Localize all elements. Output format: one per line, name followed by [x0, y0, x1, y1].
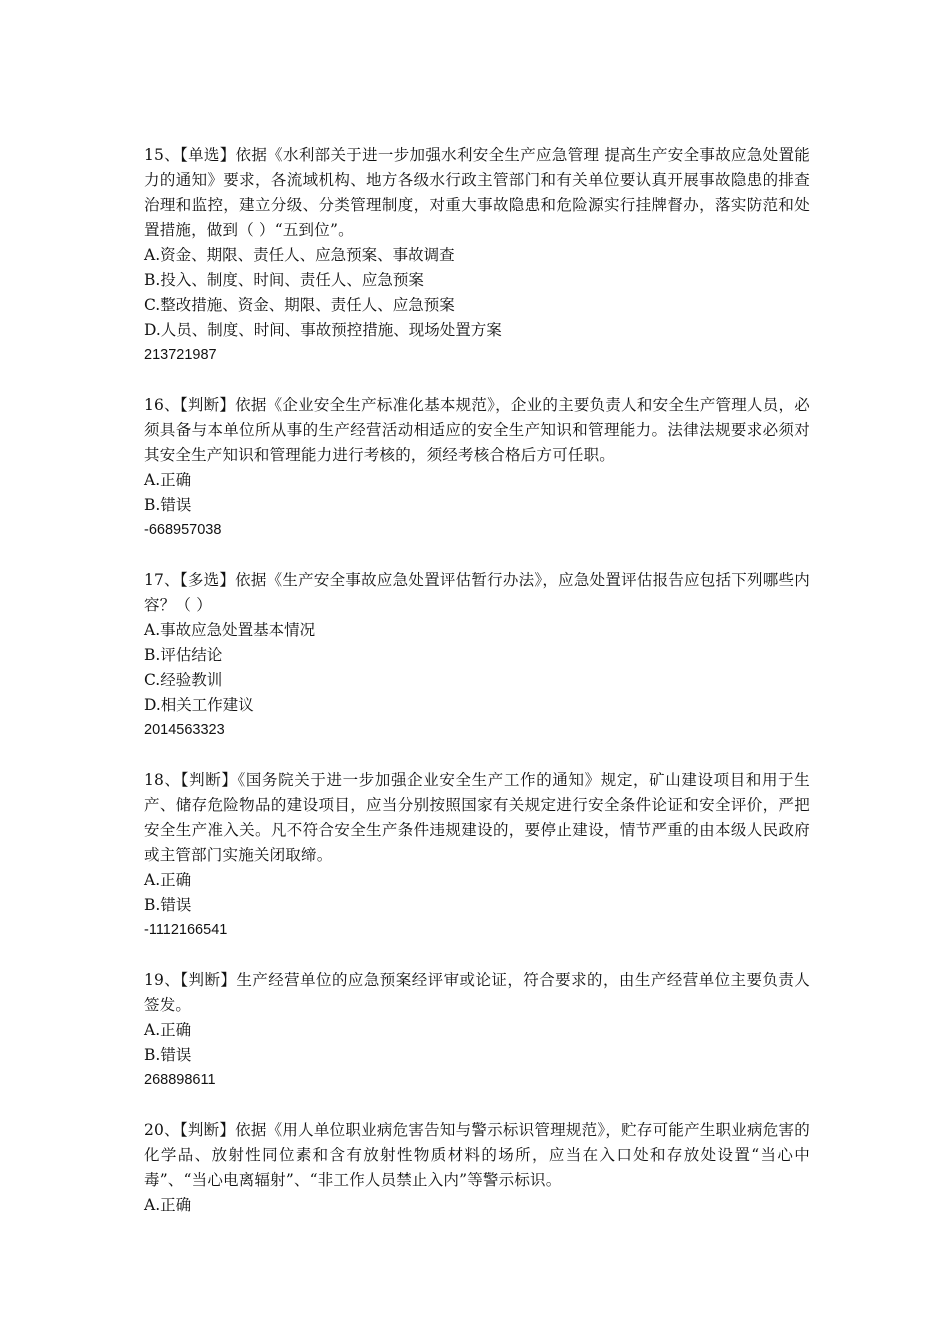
question-stem: 18、【判断】《国务院关于进一步加强企业安全生产工作的通知》规定，矿山建设项目和用于生产、储存危险物品的建设项目，应当分别按照国家有关规定进行安全条件论证和安全评价，严把安全生产准入关。凡不符合安全生产条件违规建设的，要停止建设，情节严重的由本级人民政府或主管部门实施关闭取缔。 [144, 771, 810, 864]
option-a: A.正确 [144, 1021, 192, 1039]
question-code: 268898611 [144, 1072, 216, 1088]
question-20 [144, 1118, 810, 1218]
option-c: C.整改措施、资金、期限、责任人、应急预案 [144, 296, 455, 314]
question-15 [144, 143, 810, 368]
question-stem: 16、【判断】依据《企业安全生产标准化基本规范》，企业的主要负责人和安全生产管理人员，必须具备与本单位所从事的生产经营活动相适应的安全生产知识和管理能力。法律法规要求必须对其安全生产知识和管理能力进行考核的，须经考核合格后方可任职。 [144, 396, 810, 464]
question-code: -668957038 [144, 522, 222, 538]
question-stem: 20、【判断】依据《用人单位职业病危害告知与警示标识管理规范》，贮存可能产生职业病危害的化学品、放射性同位素和含有放射性物质材料的场所，应当在入口处和存放处设置“当心中毒”、“当心电离辐射”、“非工作人员禁止入内”等警示标识。 [144, 1121, 810, 1189]
option-b: B.投入、制度、时间、责任人、应急预案 [144, 271, 424, 289]
option-b: B.错误 [144, 896, 192, 914]
option-a: A.正确 [144, 871, 192, 889]
question-16 [144, 393, 810, 543]
question-stem: 17、【多选】依据《生产安全事故应急处置评估暂行办法》，应急处置评估报告应包括下列哪些内容？（ ） [144, 571, 810, 614]
question-stem: 19、【判断】生产经营单位的应急预案经评审或论证，符合要求的，由生产经营单位主要负责人签发。 [144, 971, 810, 1014]
question-18 [144, 768, 810, 943]
question-code: 213721987 [144, 347, 217, 363]
option-b: B.错误 [144, 1046, 192, 1064]
document-page [144, 143, 810, 1243]
question-code: 2014563323 [144, 722, 225, 738]
option-c: C.经验教训 [144, 671, 223, 689]
option-a: A.资金、期限、责任人、应急预案、事故调查 [144, 246, 455, 264]
question-17 [144, 568, 810, 743]
question-code: -1112166541 [144, 922, 228, 938]
question-19 [144, 968, 810, 1093]
option-d: D.人员、制度、时间、事故预控措施、现场处置方案 [144, 321, 502, 339]
option-d: D.相关工作建议 [144, 696, 254, 714]
option-b: B.评估结论 [144, 646, 223, 664]
option-a: A.正确 [144, 1196, 192, 1214]
option-a: A.正确 [144, 471, 192, 489]
option-b: B.错误 [144, 496, 192, 514]
option-a: A.事故应急处置基本情况 [144, 621, 316, 639]
question-stem: 15、【单选】依据《水利部关于进一步加强水利安全生产应急管理 提高生产安全事故应急处置能力的通知》要求，各流域机构、地方各级水行政主管部门和有关单位要认真开展事故隐患的排查治理和监控，建立分级、分类管理制度，对重大事故隐患和危险源实行挂牌督办，落实防范和处置措施，做到（ ）“五到位”。 [144, 146, 810, 239]
